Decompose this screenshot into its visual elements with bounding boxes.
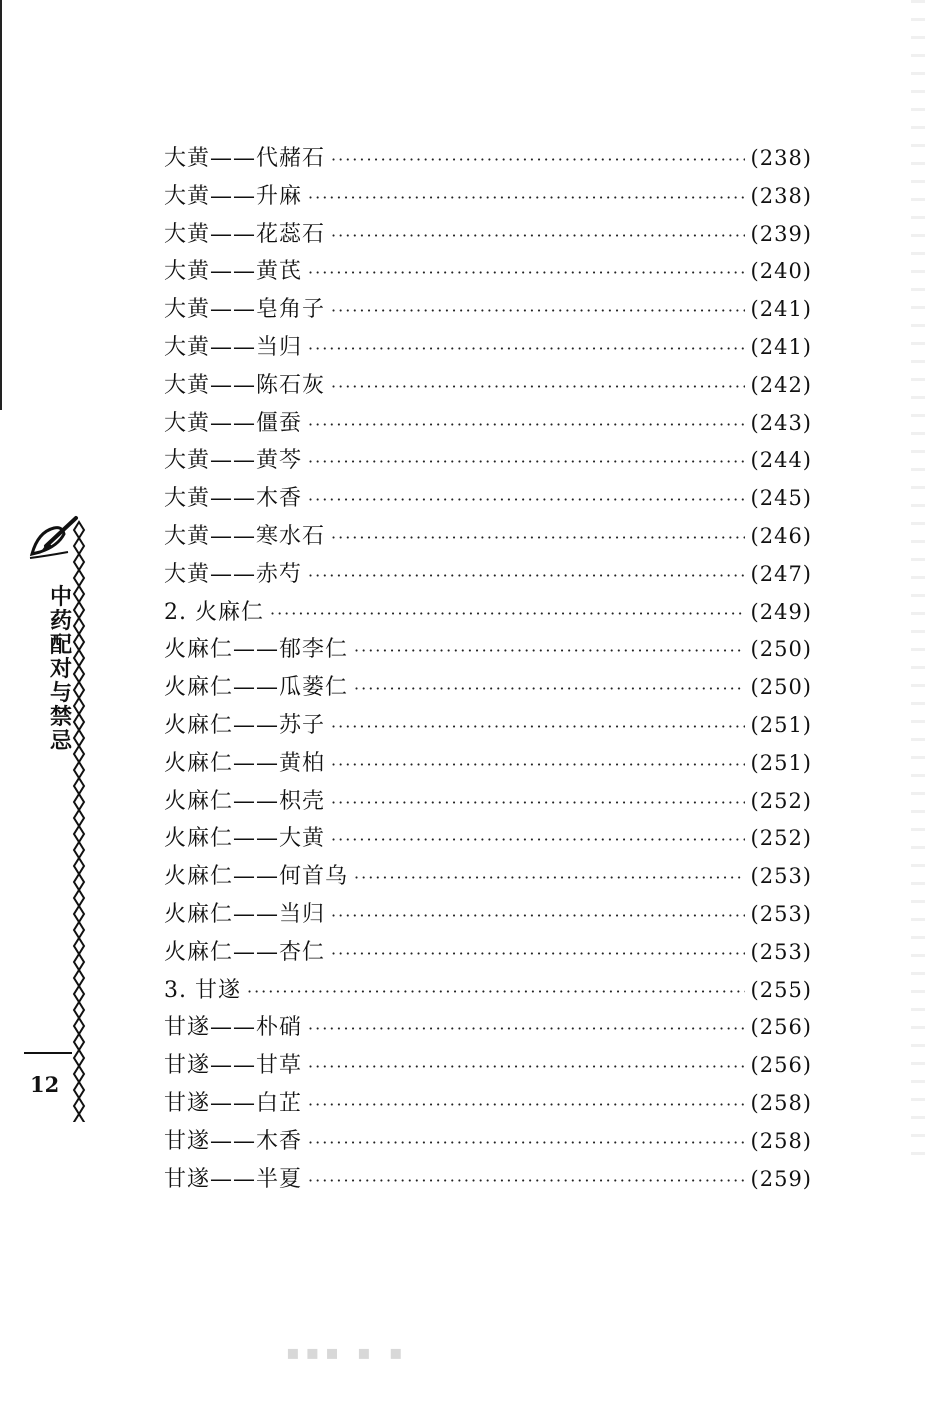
- toc-entry[interactable]: [164, 859, 812, 897]
- toc-entry-page: (246): [750, 523, 812, 548]
- toc-entry-page: (251): [750, 750, 812, 775]
- toc-entry[interactable]: [164, 519, 812, 557]
- toc-entry-page: (247): [750, 561, 812, 586]
- toc-entry-label: 3. 甘遂: [164, 977, 241, 1003]
- toc-entry-label: 甘遂——木香: [164, 1128, 303, 1154]
- dot-leader: [270, 604, 745, 623]
- toc-entry-label: 甘遂——朴硝: [164, 1015, 303, 1041]
- toc-entry-label: 大黄——黄芪: [164, 259, 303, 285]
- dot-leader: [308, 490, 745, 509]
- dot-leader: [331, 830, 745, 849]
- toc-entry[interactable]: [164, 1086, 812, 1124]
- toc-entry[interactable]: [164, 443, 812, 481]
- toc-entry-label: 大黄——陈石灰: [164, 372, 326, 398]
- toc-entry-label: 2. 火麻仁: [164, 599, 264, 625]
- toc-entry[interactable]: [164, 1048, 812, 1086]
- toc-entry[interactable]: [164, 481, 812, 519]
- toc-entry-label: 火麻仁——当归: [164, 901, 326, 927]
- toc-entry[interactable]: [164, 632, 812, 670]
- scan-edge-noise: [911, 0, 925, 1160]
- toc-entry-label: 火麻仁——何首乌: [164, 864, 349, 890]
- toc-entry-page: (241): [750, 334, 812, 359]
- dot-leader: [331, 150, 745, 169]
- toc-entry[interactable]: [164, 897, 812, 935]
- toc-entry[interactable]: [164, 973, 812, 1011]
- toc-entry-page: (245): [750, 486, 812, 511]
- toc-entry-page: (243): [750, 410, 812, 435]
- toc-entry[interactable]: [164, 746, 812, 784]
- dot-leader: [354, 679, 745, 698]
- dot-leader: [308, 1019, 745, 1038]
- dot-leader: [331, 301, 745, 320]
- toc-entry-page: (239): [750, 221, 812, 246]
- dot-leader: [331, 793, 745, 812]
- ornament-chain: [68, 518, 90, 1122]
- toc-entry-page: (238): [750, 183, 812, 208]
- toc-entry-page: (259): [750, 1166, 812, 1191]
- toc-entry-page: (253): [750, 939, 812, 964]
- toc-entry[interactable]: [164, 254, 812, 292]
- toc-entry-label: 大黄——代赭石: [164, 146, 326, 171]
- toc-entry-label: 甘遂——白芷: [164, 1090, 303, 1116]
- toc-entry-label: 火麻仁——瓜蒌仁: [164, 675, 349, 701]
- toc-entry[interactable]: [164, 141, 812, 179]
- dot-leader: [331, 528, 745, 547]
- left-edge-rule: [0, 0, 2, 410]
- dot-leader: [308, 1057, 745, 1076]
- toc-entry-page: (252): [750, 788, 812, 813]
- dot-leader: [354, 868, 745, 887]
- toc-entry-page: (255): [750, 977, 812, 1002]
- toc-entry[interactable]: [164, 292, 812, 330]
- dot-leader: [354, 641, 745, 660]
- toc-entry-label: 大黄——僵蚕: [164, 410, 303, 436]
- toc-entry[interactable]: [164, 1162, 812, 1200]
- toc-entry-page: (256): [750, 1015, 812, 1040]
- dot-leader: [331, 377, 745, 396]
- side-panel: [22, 512, 92, 1122]
- toc-entry[interactable]: [164, 1010, 812, 1048]
- toc-entry[interactable]: [164, 595, 812, 633]
- toc-entry-label: 大黄——木香: [164, 486, 303, 512]
- toc-entry-page: (258): [750, 1128, 812, 1153]
- toc-entry-page: (242): [750, 372, 812, 397]
- toc-entry-label: 火麻仁——杏仁: [164, 939, 326, 965]
- toc-entry[interactable]: [164, 330, 812, 368]
- dot-leader: [247, 982, 745, 1001]
- toc-entry-page: (251): [750, 712, 812, 737]
- toc-entry[interactable]: [164, 368, 812, 406]
- toc-entry-label: 火麻仁——郁李仁: [164, 637, 349, 663]
- dot-leader: [308, 452, 745, 471]
- page-number: 12: [30, 1072, 60, 1097]
- toc-entry-page: (244): [750, 448, 812, 473]
- dot-leader: [308, 1095, 745, 1114]
- dot-leader: [308, 415, 745, 434]
- toc-entry[interactable]: [164, 179, 812, 217]
- toc-entry-label: 大黄——花蕊石: [164, 221, 326, 247]
- toc-entry-label: 大黄——寒水石: [164, 523, 326, 549]
- toc-entry-page: (250): [750, 675, 812, 700]
- dot-leader: [331, 906, 745, 925]
- dot-leader: [331, 717, 745, 736]
- scan-smudge: ▪▪▪ ▪ ▪: [286, 1340, 409, 1364]
- toc-entry-page: (241): [750, 297, 812, 322]
- toc-entry[interactable]: [164, 406, 812, 444]
- toc-entry-page: (250): [750, 637, 812, 662]
- dot-leader: [308, 339, 745, 358]
- dot-leader: [308, 1171, 745, 1190]
- dot-leader: [308, 1133, 745, 1152]
- toc-entry-page: (253): [750, 864, 812, 889]
- toc-entry[interactable]: [164, 1124, 812, 1162]
- toc-entry[interactable]: [164, 217, 812, 255]
- dot-leader: [331, 755, 745, 774]
- toc-entry-page: (240): [750, 259, 812, 284]
- toc-entry[interactable]: [164, 784, 812, 822]
- toc-entry-page: (253): [750, 901, 812, 926]
- toc-entry-label: 大黄——皂角子: [164, 297, 326, 323]
- toc-entry-label: 大黄——当归: [164, 334, 303, 360]
- toc-entry-label: 甘遂——半夏: [164, 1166, 303, 1192]
- toc-entry-label: 甘遂——甘草: [164, 1053, 303, 1079]
- book-title-vertical: 中药配对与禁忌: [50, 585, 73, 754]
- toc-entry-page: (258): [750, 1090, 812, 1115]
- toc-entry[interactable]: [164, 557, 812, 595]
- toc-entry-page: (238): [750, 146, 812, 170]
- dot-leader: [331, 944, 745, 963]
- toc-entry-page: (252): [750, 826, 812, 851]
- toc-entry[interactable]: [164, 821, 812, 859]
- dot-leader: [331, 226, 745, 245]
- page-number-rule: [24, 1052, 72, 1054]
- toc-entry-label: 火麻仁——枳壳: [164, 788, 326, 814]
- toc-entry-label: 火麻仁——大黄: [164, 826, 326, 852]
- dot-leader: [308, 263, 745, 282]
- toc-entry-label: 大黄——赤芍: [164, 561, 303, 587]
- toc-entry[interactable]: [164, 670, 812, 708]
- dot-leader: [308, 188, 745, 207]
- dot-leader: [308, 566, 745, 585]
- toc-entry-page: (256): [750, 1053, 812, 1078]
- toc-entry-label: 火麻仁——黄柏: [164, 750, 326, 776]
- toc-entry-label: 大黄——升麻: [164, 183, 303, 209]
- toc-entry[interactable]: [164, 935, 812, 973]
- toc-entry-page: (249): [750, 599, 812, 624]
- toc-entry[interactable]: [164, 708, 812, 746]
- toc-entry-label: 火麻仁——苏子: [164, 712, 326, 738]
- table-of-contents: [164, 141, 812, 1199]
- toc-entry-label: 大黄——黄芩: [164, 448, 303, 474]
